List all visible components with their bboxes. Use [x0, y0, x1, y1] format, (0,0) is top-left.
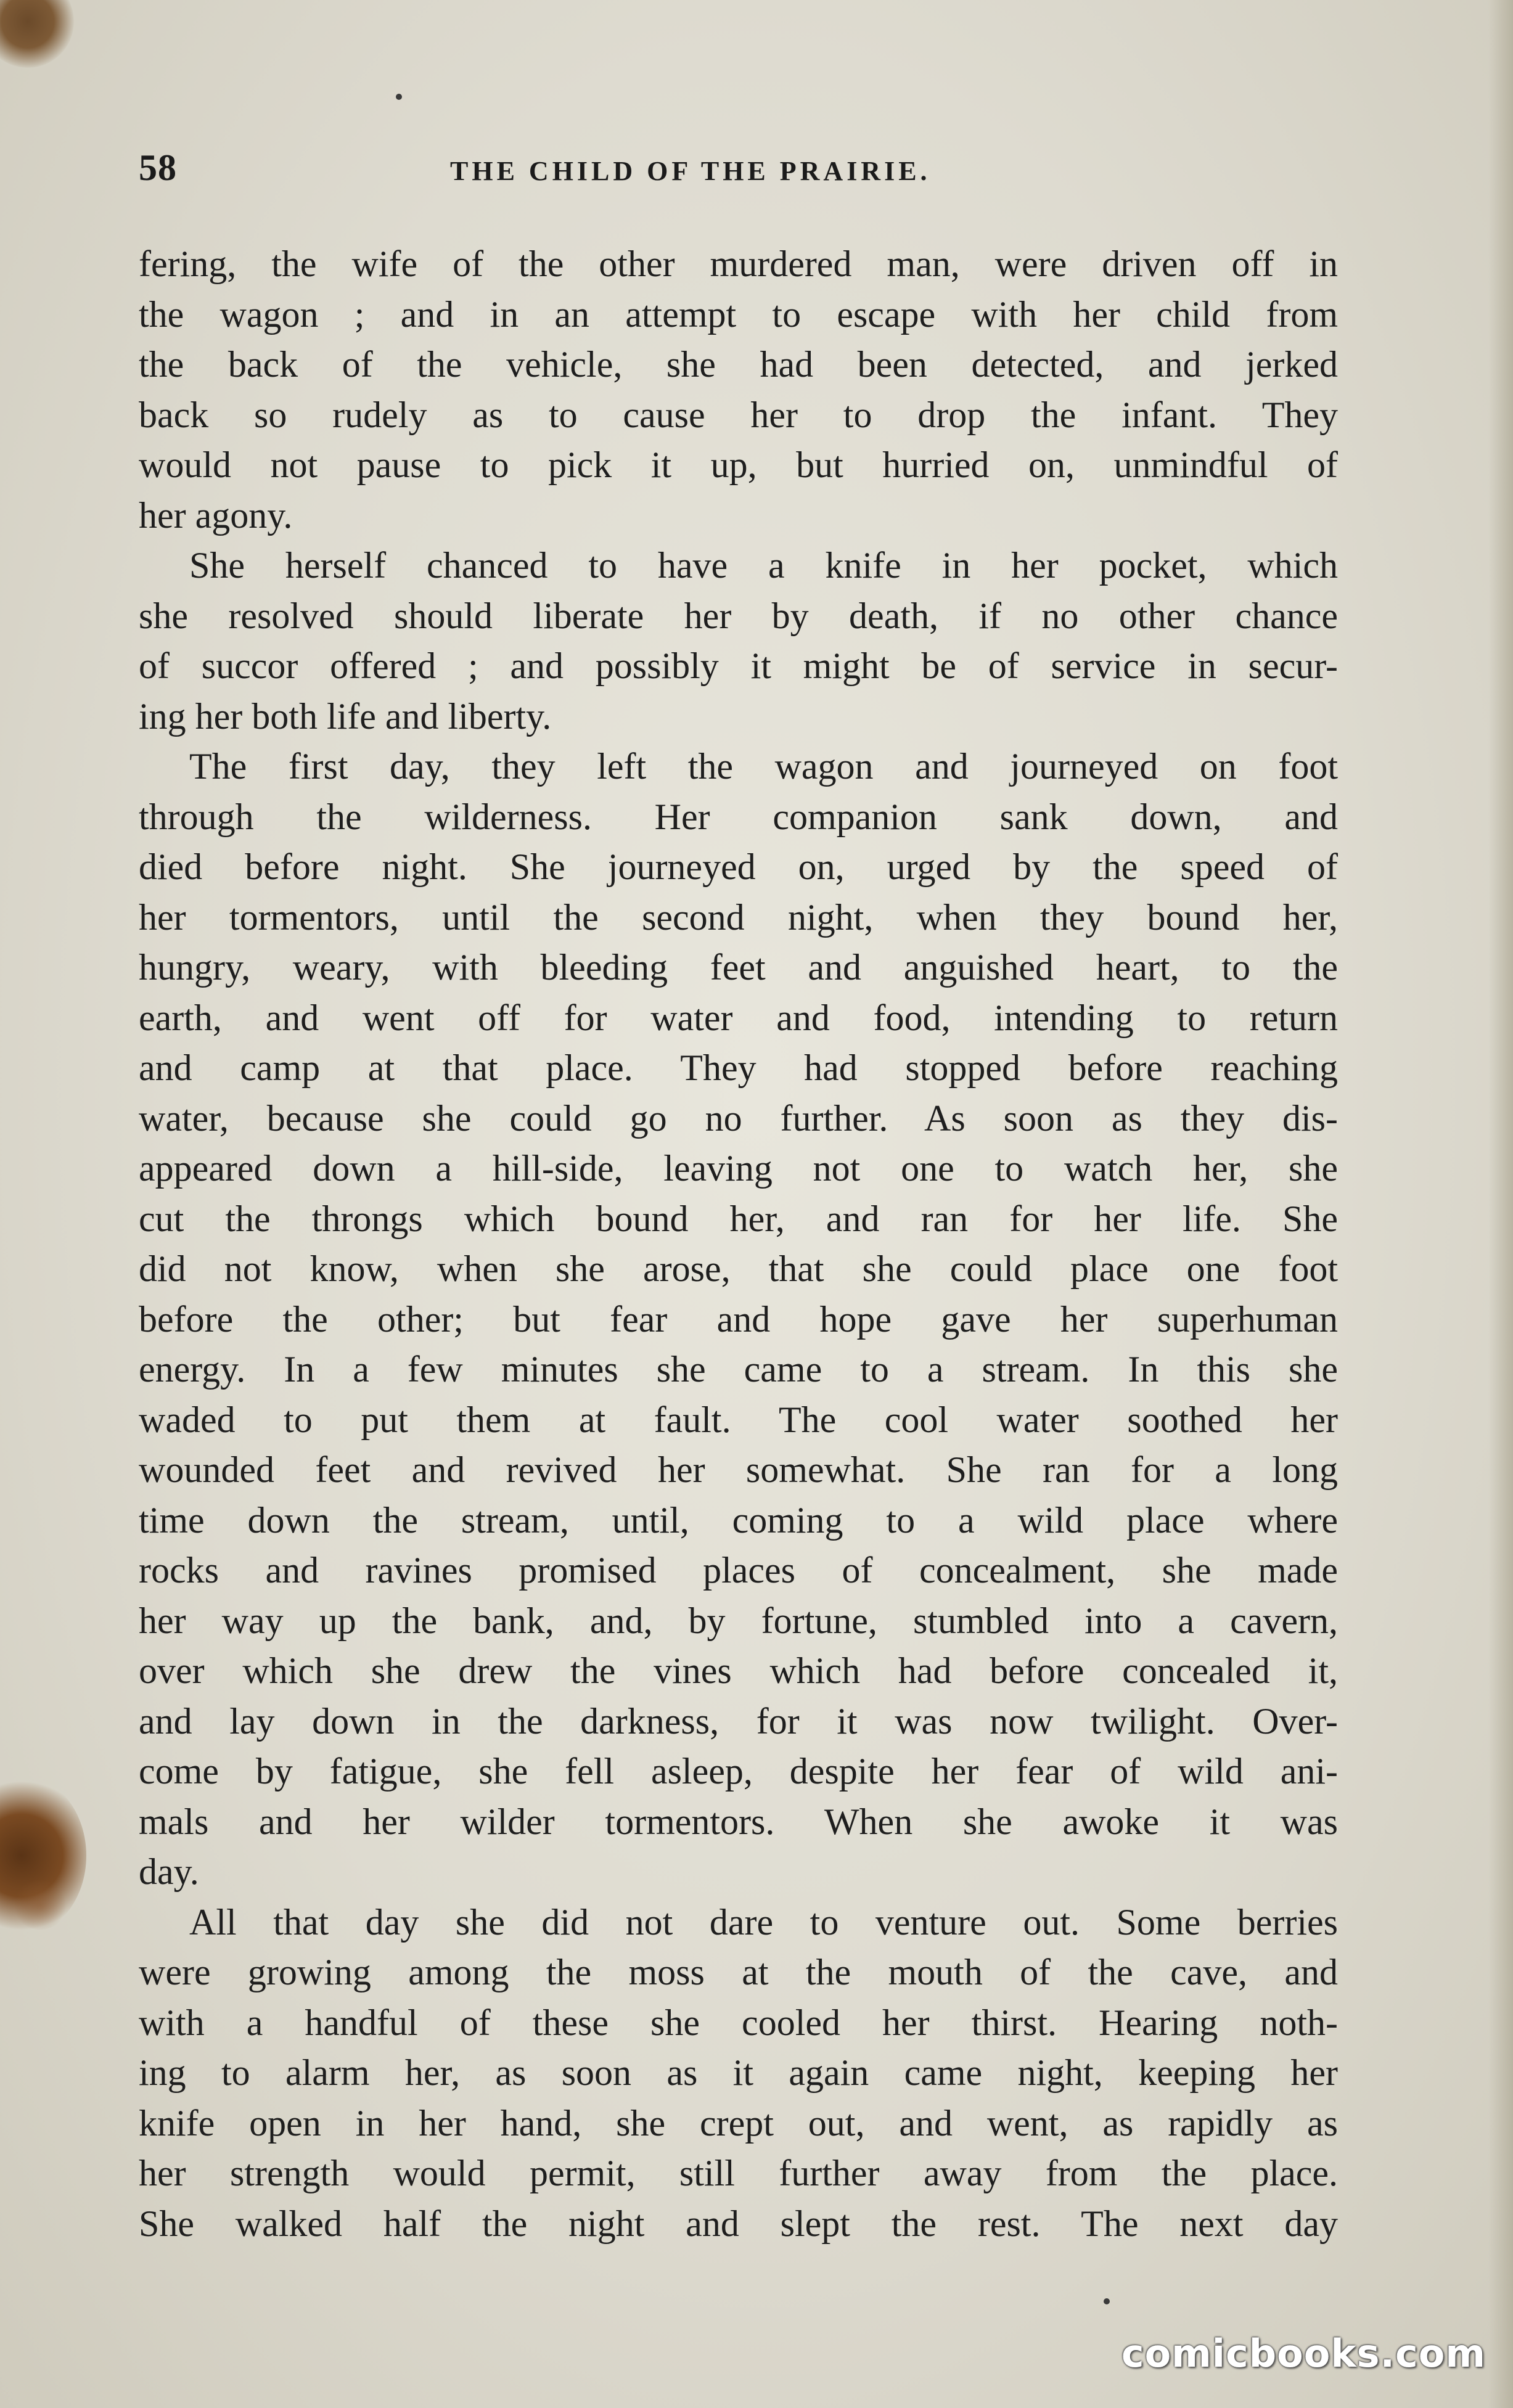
- text-line: ing her both life and liberty.: [139, 695, 552, 737]
- text-line: water, because she could go no further. As soon as they dis-: [139, 1097, 1338, 1139]
- page-number: 58: [139, 147, 177, 188]
- text-line: rocks and ravines promised places of concealment, she made: [139, 1550, 1338, 1591]
- text-line: hungry, weary, with bleeding feet and anguished heart, to the: [139, 947, 1338, 988]
- text-line: fering, the wife of the other murdered man, were driven off in: [139, 244, 1338, 284]
- watermark: comicbooks.com: [1121, 2331, 1486, 2376]
- text-line: earth, and went off for water and food, intending to return: [139, 997, 1338, 1038]
- paper-speck: [1104, 2298, 1110, 2304]
- text-line: with a handful of these she cooled her thirst. Hearing noth-: [139, 2002, 1338, 2043]
- text-line: The first day, they left the wagon and journeyed on foot: [189, 746, 1338, 787]
- page-edge-shadow: [1488, 0, 1513, 2408]
- paper-speck: [396, 94, 402, 100]
- text-line: She herself chanced to have a knife in her pocket, which: [189, 545, 1338, 586]
- text-line: the wagon ; and in an attempt to escape with her child from: [139, 293, 1338, 335]
- text-line: she resolved should liberate her by death, if no other chance: [139, 595, 1338, 636]
- text-line: were growing among the moss at the mouth of the cave, and: [139, 1952, 1338, 1992]
- text-line: come by fatigue, she fell asleep, despite her fear of wild ani-: [139, 1751, 1338, 1792]
- running-title: THE CHILD OF THE PRAIRIE.: [450, 156, 931, 186]
- text-line: of succor offered ; and possibly it might be of service in secur-: [139, 645, 1338, 686]
- text-line: wounded feet and revived her somewhat. She ran for a long: [139, 1449, 1338, 1490]
- text-line: waded to put them at fault. The cool water soothed her: [139, 1399, 1338, 1440]
- text-line: her agony.: [139, 494, 293, 536]
- text-line: knife open in her hand, she crept out, and went, as rapidly as: [139, 2102, 1338, 2144]
- text-line: time down the stream, until, coming to a wild place where: [139, 1499, 1338, 1541]
- text-line: ing to alarm her, as soon as it again came night, keeping her: [139, 2052, 1338, 2093]
- text-line: through the wilderness. Her companion sank down, and: [139, 796, 1338, 837]
- text-line: would not pause to pick it up, but hurried on, unmindful of: [139, 444, 1338, 485]
- text-line: the back of the vehicle, she had been detected, and jerked: [139, 344, 1338, 385]
- text-line: before the other; but fear and hope gave her superhuman: [139, 1298, 1338, 1340]
- text-line: She walked half the night and slept the rest. The next day: [139, 2203, 1338, 2244]
- text-line: her tormentors, until the second night, when they bound her,: [139, 896, 1338, 938]
- text-line: appeared down a hill-side, leaving not one to watch her, she: [139, 1148, 1338, 1189]
- body-text: [139, 239, 1338, 2249]
- text-line: mals and her wilder tormentors. When she awoke it was: [139, 1801, 1338, 1842]
- text-line: and camp at that place. They had stopped before reaching: [139, 1047, 1338, 1088]
- text-line: died before night. She journeyed on, urged by the speed of: [139, 846, 1338, 887]
- text-line: her way up the bank, and, by fortune, stumbled into a cavern,: [139, 1600, 1338, 1641]
- text-line: over which she drew the vines which had before concealed it,: [139, 1650, 1338, 1691]
- age-stain-left-small: [12, 1880, 68, 1930]
- text-line: day.: [139, 1851, 199, 1892]
- text-line: did not know, when she arose, that she could place one foot: [139, 1248, 1338, 1289]
- text-line: All that day she did not dare to venture out. Some berries: [189, 1901, 1338, 1943]
- text-line: back so rudely as to cause her to drop the infant. They: [139, 394, 1338, 435]
- text-line: her strength would permit, still further away from the place.: [139, 2153, 1338, 2193]
- text-line: cut the throngs which bound her, and ran for her life. She: [139, 1198, 1338, 1239]
- text-line: energy. In a few minutes she came to a stream. In this she: [139, 1349, 1338, 1390]
- text-line: and lay down in the darkness, for it was now twilight. Over-: [139, 1700, 1338, 1742]
- age-stain-top: [0, 0, 74, 68]
